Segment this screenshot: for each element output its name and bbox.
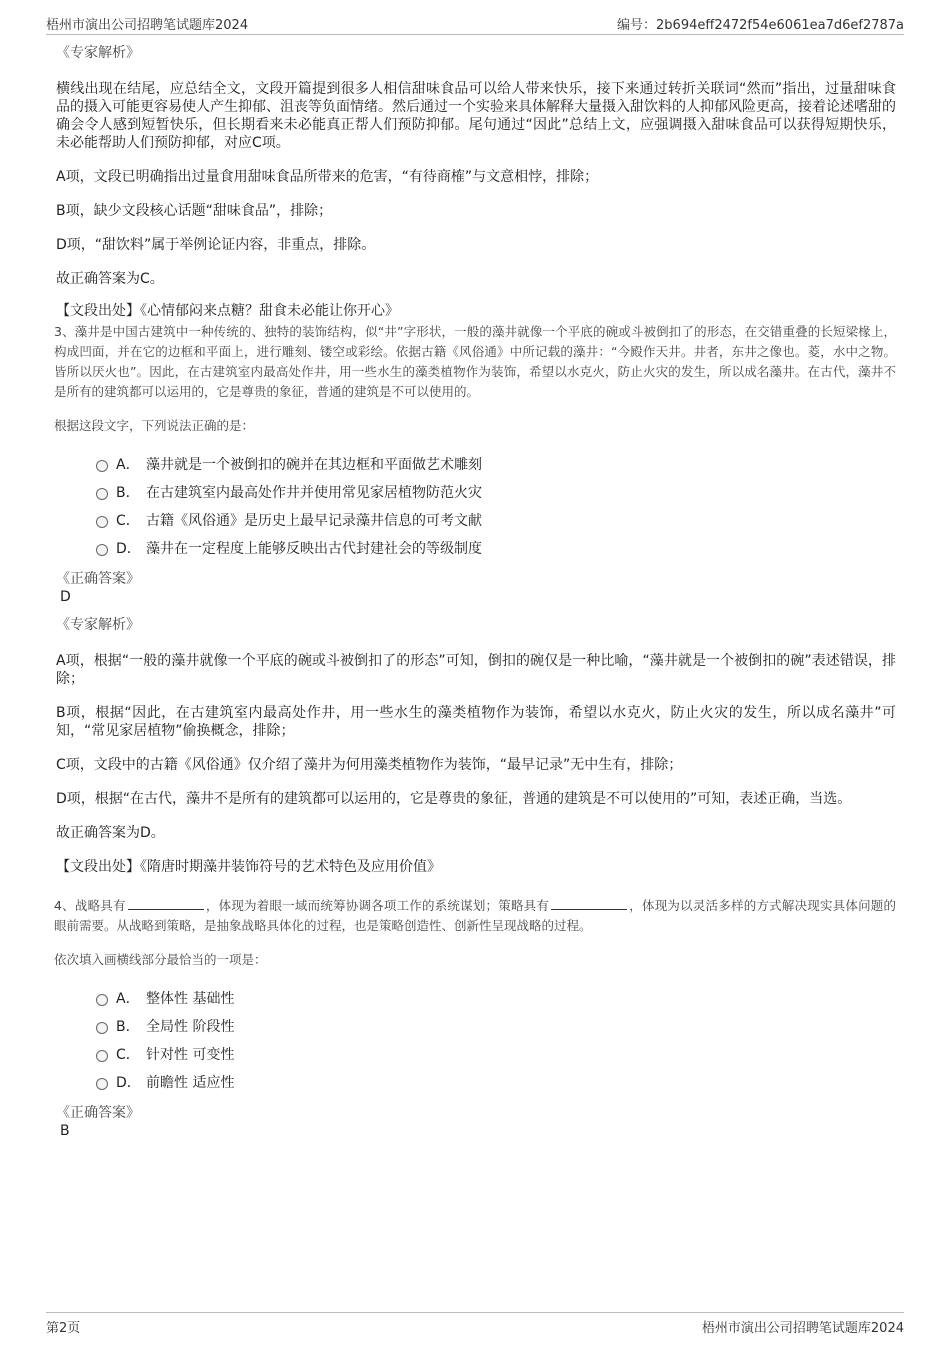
analysis-paragraph: A项，文段已明确指出过量食用甜味食品所带来的危害，“有待商榷”与文意相悖，排除； (56, 169, 599, 185)
analysis-conclusion: 故正确答案为C。 (56, 271, 164, 287)
option-text: 藻井在一定程度上能够反映出古代封建社会的等级制度 (146, 541, 482, 557)
analysis-label: 《专家解析》 (56, 45, 140, 61)
radio-icon[interactable] (96, 1022, 108, 1034)
footer-title: 梧州市演出公司招聘笔试题库2024 (701, 1321, 904, 1336)
header-title: 梧州市演出公司招聘笔试题库2024 (46, 18, 249, 33)
option-text: 藻井就是一个被倒扣的碗并在其边框和平面做艺术雕刻 (146, 457, 482, 473)
analysis-paragraph: B项，根据“因此，在古建筑室内最高处作井，用一些水生的藻类植物作为装饰，希望以水克火，防止火灾的发生，所以成名藻井”可知，“常见家居植物”偷换概念，排除； (56, 705, 896, 739)
answer-label: 《正确答案》 (56, 1105, 140, 1121)
source-citation: 【文段出处】《心情郁闷来点糖？甜食未必能让你开心》 (56, 303, 399, 319)
question-3-options (96, 450, 896, 562)
radio-icon[interactable] (96, 1078, 108, 1090)
option-letter: B． (116, 485, 140, 501)
option-a[interactable] (96, 450, 896, 478)
question-4-part: ，体现为以灵活多样的方式解决现实具体问题的眼前需要。从战略到策略，是抽象战略具体化的过程，也是策略创造性、创新性呈现战略的过程。 (54, 898, 896, 933)
option-text: 整体性 基础性 (146, 991, 235, 1007)
option-c[interactable] (96, 506, 896, 534)
question-4-options (96, 984, 896, 1096)
page-header (46, 12, 904, 35)
radio-icon[interactable] (96, 516, 108, 528)
source-citation: 【文段出处】《隋唐时期藻井装饰符号的艺术特色及应用价值》 (56, 859, 441, 875)
analysis-paragraph: C项，文段中的古籍《风俗通》仅介绍了藻井为何用藻类植物作为装饰，“最早记录”无中生有，排除； (56, 757, 683, 773)
question-4-part: ，体现为着眼一域而统筹协调各项工作的系统谋划；策略具有 (205, 898, 550, 913)
option-text: 前瞻性 适应性 (146, 1075, 235, 1091)
radio-icon[interactable] (96, 488, 108, 500)
option-text: 在古建筑室内最高处作井并使用常见家居植物防范火灾 (146, 485, 482, 501)
option-b[interactable] (96, 478, 896, 506)
option-letter: A． (116, 457, 140, 473)
radio-icon[interactable] (96, 460, 108, 472)
answer-value: D (60, 589, 71, 605)
option-letter: B． (116, 1019, 140, 1035)
option-letter: D． (116, 1075, 141, 1091)
analysis-paragraph: 横线出现在结尾，应总结全文，文段开篇提到很多人相信甜味食品可以给人带来快乐，接下来通过转折关联词“然而”指出，过量甜味食品的摄入可能更容易使人产生抑郁、沮丧等负面情绪。然后通过一个实验来具体解释大量摄入甜饮料的人抑郁风险更高，接着论述嗜甜的确会令人感到短暂快乐，但长期看来未必能真正帮人们预防抑郁。尾句通过“因此”总结上文，应强调摄入甜味食品可以获得短期快乐，未必能帮助人们预防抑郁，对应C项。 (56, 81, 896, 151)
page-footer (46, 1312, 904, 1335)
radio-icon[interactable] (96, 994, 108, 1006)
option-letter: C． (116, 513, 140, 529)
fill-blank (128, 897, 204, 910)
analysis-conclusion: 故正确答案为D。 (56, 825, 165, 841)
answer-label: 《正确答案》 (56, 571, 140, 587)
page-number: 第2页 (46, 1321, 81, 1336)
option-text: 全局性 阶段性 (146, 1019, 235, 1035)
analysis-paragraph: B项，缺少文段核心话题“甜味食品”，排除； (56, 203, 333, 219)
analysis-paragraph: D项，根据“在古代，藻井不是所有的建筑都可以运用的，它是尊贵的象征，普通的建筑是不可以使用的”可知，表述正确，当选。 (56, 791, 852, 807)
analysis-paragraph: D项，“甜饮料”属于举例论证内容，非重点，排除。 (56, 237, 376, 253)
question-4-text (54, 896, 896, 936)
question-4-part: 4、战略具有 (54, 898, 126, 913)
option-letter: D． (116, 541, 141, 557)
option-c[interactable] (96, 1040, 896, 1068)
question-3-text: 3、藻井是中国古建筑中一种传统的、独特的装饰结构，似“井”字形状，一般的藻井就像一个平底的碗或斗被倒扣了的形态，在交错重叠的长短梁椽上，构成凹面，并在它的边框和平面上，进行雕刻、镂空或彩绘。依据古籍《风俗通》中所记载的藻井：“今殿作天井。井者，东井之像也。菱，水中之物。皆所以厌火也”。因此，在古建筑室内最高处作井，用一些水生的藻类植物作为装饰，希望以水克火，防止火灾的发生，所以成名藻井。在古代，藻井不是所有的建筑都可以运用的，它是尊贵的象征，普通的建筑是不可以使用的。 (54, 324, 896, 399)
radio-icon[interactable] (96, 1050, 108, 1062)
answer-value: B (60, 1123, 70, 1139)
radio-icon[interactable] (96, 544, 108, 556)
fill-blank (551, 897, 627, 910)
option-d[interactable] (96, 1068, 896, 1096)
question-4-prompt: 依次填入画横线部分最恰当的一项是： (54, 952, 267, 967)
option-d[interactable] (96, 534, 896, 562)
option-letter: A． (116, 991, 140, 1007)
option-letter: C． (116, 1047, 140, 1063)
option-text: 针对性 可变性 (146, 1047, 235, 1063)
option-a[interactable] (96, 984, 896, 1012)
analysis-paragraph: A项，根据“一般的藻井就像一个平底的碗或斗被倒扣了的形态”可知，倒扣的碗仅是一种比喻，“藻井就是一个被倒扣的碗”表述错误，排除； (56, 653, 896, 687)
option-text: 古籍《风俗通》是历史上最早记录藻井信息的可考文献 (146, 513, 482, 529)
analysis-label: 《专家解析》 (56, 617, 140, 633)
header-code: 编号：2b694eff2472f54e6061ea7d6ef2787a (617, 18, 904, 33)
question-3-prompt: 根据这段文字，下列说法正确的是： (54, 418, 255, 433)
option-b[interactable] (96, 1012, 896, 1040)
page-content (56, 44, 896, 1150)
